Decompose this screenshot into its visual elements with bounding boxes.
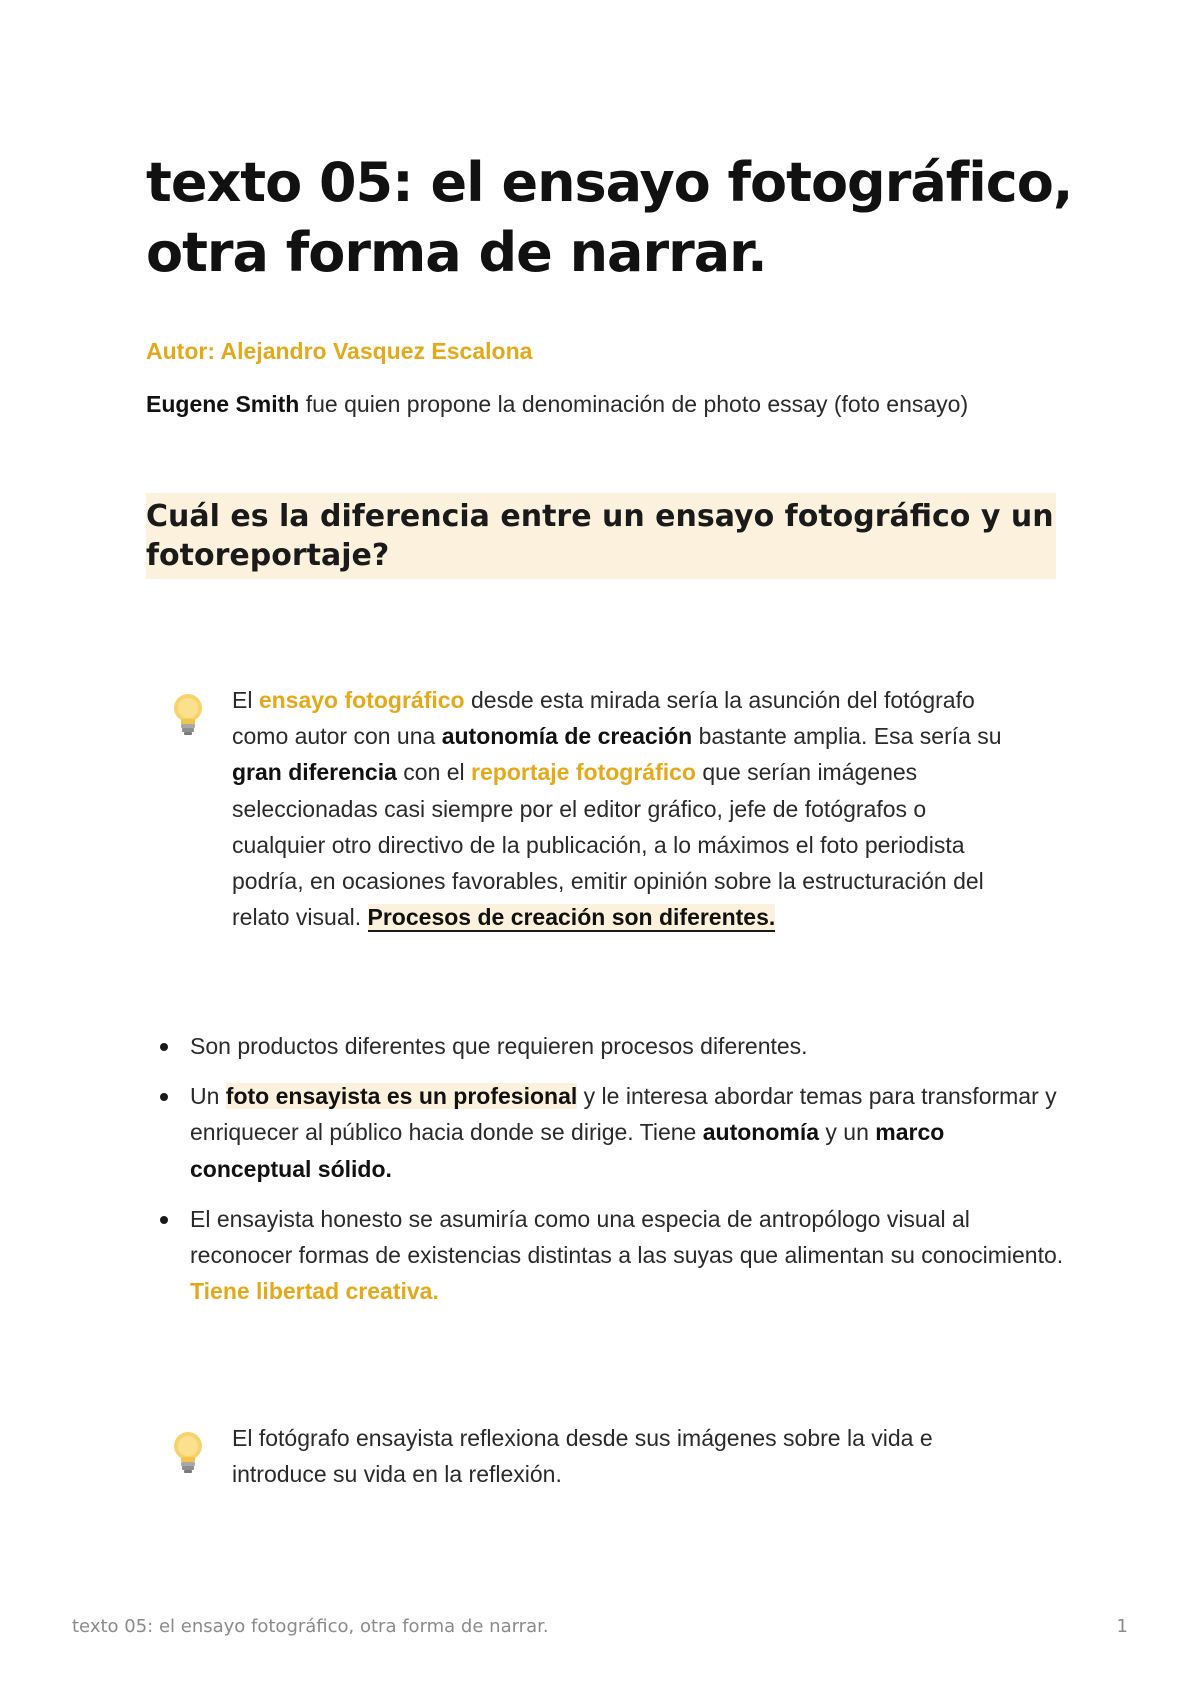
page-title: texto 05: el ensayo fotográfico, otra forma de narrar. — [146, 151, 1073, 284]
callout-text — [232, 682, 1002, 935]
bold-autonomia: autonomía de creación — [441, 723, 693, 750]
question-heading: Cuál es la diferencia entre un ensayo fotográfico y un fotoreportaje? — [146, 493, 1056, 579]
author-line: Autor: Alejandro Vasquez Escalona — [146, 338, 533, 364]
list-item-text: y un — [819, 1119, 876, 1146]
highlight-profesional: foto ensayista es un profesional — [225, 1083, 578, 1110]
list-item-text: y le interesa abordar temas para transformar y enriquecer al público hacia donde se dirige. Tiene — [190, 1083, 1057, 1146]
bold-autonomia: autonomía — [702, 1119, 820, 1146]
highlight-procesos: Procesos de creación son diferentes. — [367, 904, 776, 931]
callout-text: El fotógrafo ensayista reflexiona desde sus imágenes sobre la vida e introduce su vida en la reflexión. — [232, 1425, 933, 1488]
callout-text-part: El — [232, 687, 259, 713]
callout-text-part: desde esta mirada sería la asunción del fotógrafo como autor con una — [232, 687, 975, 750]
list-item-text: El ensayista honesto se asumiría como una especia de antropólogo visual al reconocer formas de existencias distintas a las suyas que alimentan su conocimiento. — [190, 1205, 1064, 1269]
lightbulb-icon — [170, 1430, 206, 1476]
intro-name: Eugene Smith — [146, 391, 300, 417]
list-item — [146, 1028, 1066, 1064]
lightbulb-icon — [170, 692, 206, 738]
bold-gran-diferencia: gran diferencia — [232, 759, 397, 786]
intro-text: fue quien propone la denominación de photo essay (foto ensayo) — [299, 391, 969, 417]
list-item — [146, 1078, 1066, 1187]
footer-title: texto 05: el ensayo fotográfico, otra forma de narrar. — [72, 1616, 549, 1637]
page-number: 1 — [1116, 1616, 1128, 1637]
intro-paragraph — [146, 386, 1046, 422]
bold-marco: marco conceptual sólido. — [190, 1119, 945, 1182]
highlight-ensayo: ensayo fotográfico — [258, 687, 465, 713]
highlight-libertad: Tiene libertad creativa. — [190, 1278, 439, 1305]
callout-text-part: bastante amplia. Esa sería su — [692, 723, 1002, 750]
list-item-text: Un — [190, 1083, 226, 1110]
list-item — [146, 1201, 1066, 1310]
highlight-reportaje: reportaje fotográfico — [471, 759, 696, 786]
list-item-text: Son productos diferentes que requieren procesos diferentes. — [190, 1033, 808, 1059]
callout-text-part: con el — [396, 759, 472, 786]
bullet-list — [146, 1028, 1066, 1323]
callout-text-part: que serían imágenes seleccionadas casi siempre por el editor gráfico, jefe de fotógrafos o cualquier otro directivo de la publicación, a lo máximos el foto periodista podría, en ocasiones favorables, emitir opinión sobre la estructuración del relato visual. — [232, 759, 984, 931]
